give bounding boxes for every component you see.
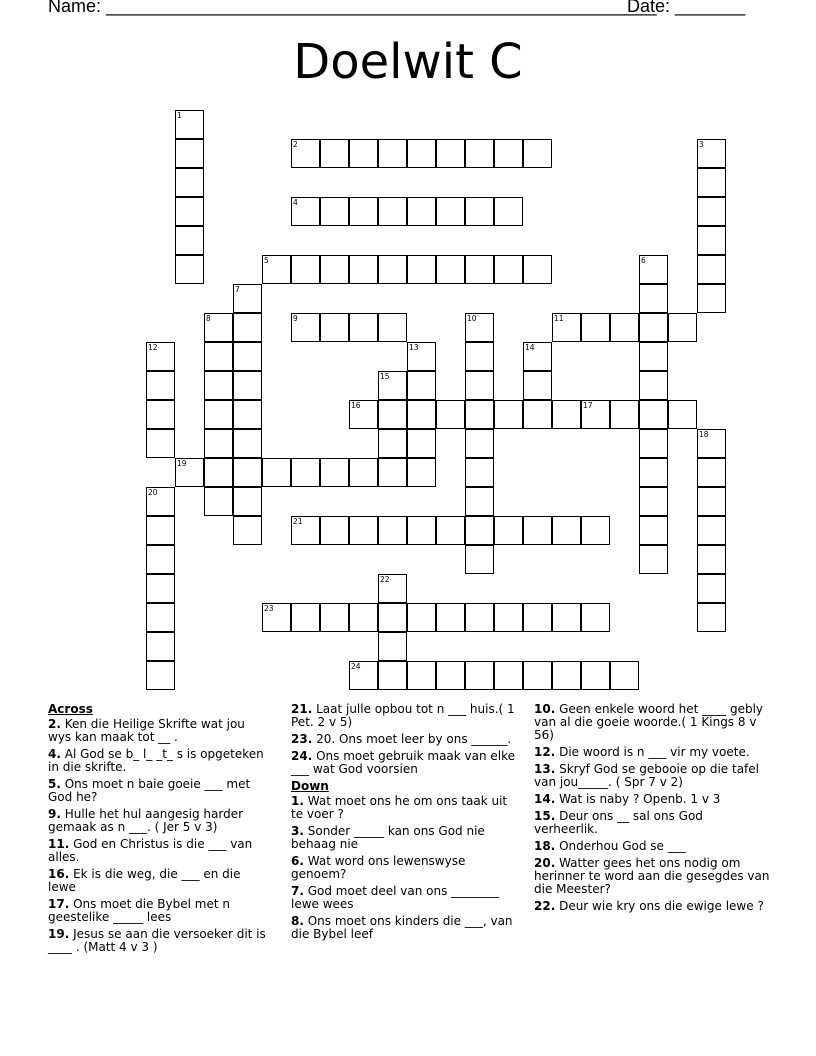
grid-cell[interactable] xyxy=(175,168,204,197)
grid-cell[interactable] xyxy=(146,574,175,603)
clue-number: 19 xyxy=(177,459,187,468)
down-clue xyxy=(291,795,521,821)
grid-cell[interactable] xyxy=(465,400,494,429)
grid-cell[interactable] xyxy=(494,603,523,632)
clue-text: Ons moet ons kinders die ___, van die Bybel leef xyxy=(291,914,513,941)
grid-cell[interactable] xyxy=(639,516,668,545)
grid-cell[interactable] xyxy=(639,400,668,429)
grid-cell[interactable] xyxy=(291,516,320,545)
grid-cell[interactable] xyxy=(581,603,610,632)
clue-number: 17 xyxy=(583,401,593,410)
grid-cell[interactable] xyxy=(465,458,494,487)
grid-cell[interactable] xyxy=(697,545,726,574)
date-field[interactable]: Date: _______ xyxy=(627,0,746,16)
across-clue xyxy=(48,808,270,834)
clue-number: 19. xyxy=(48,927,70,941)
grid-cell[interactable] xyxy=(291,603,320,632)
grid-cell[interactable] xyxy=(639,458,668,487)
across-clue xyxy=(48,838,270,864)
clue-number: 12. xyxy=(534,745,556,759)
grid-cell[interactable] xyxy=(697,487,726,516)
grid-cell[interactable] xyxy=(523,516,552,545)
grid-cell[interactable] xyxy=(407,603,436,632)
clue-number: 20 xyxy=(148,488,158,497)
grid-cell[interactable] xyxy=(668,400,697,429)
grid-cell[interactable] xyxy=(175,226,204,255)
clue-number: 23. xyxy=(291,732,313,746)
clue-number: 13. xyxy=(534,762,556,776)
clue-text: Onderhou God se ___ xyxy=(555,839,686,853)
grid-cell[interactable] xyxy=(233,400,262,429)
down-clue xyxy=(534,703,770,742)
grid-cell[interactable] xyxy=(175,139,204,168)
grid-cell[interactable] xyxy=(581,516,610,545)
grid-cell[interactable] xyxy=(378,313,407,342)
clue-text: Wat word ons lewenswyse genoem? xyxy=(291,854,466,881)
grid-cell[interactable] xyxy=(697,603,726,632)
grid-cell[interactable] xyxy=(146,371,175,400)
grid-cell[interactable] xyxy=(465,342,494,371)
grid-cell[interactable] xyxy=(465,516,494,545)
grid-cell[interactable] xyxy=(465,313,494,342)
clue-text: Ken die Heilige Skrifte wat jou wys kan maak tot __ . xyxy=(48,717,245,744)
down-clue xyxy=(534,810,770,836)
down-clue xyxy=(534,763,770,789)
across-clue xyxy=(48,718,270,744)
grid-cell[interactable] xyxy=(639,545,668,574)
grid-cell[interactable] xyxy=(523,342,552,371)
grid-cell[interactable] xyxy=(697,139,726,168)
down-clue xyxy=(534,793,770,806)
grid-cell[interactable] xyxy=(407,429,436,458)
across-heading: Across xyxy=(48,702,93,716)
clue-number: 8 xyxy=(206,314,211,323)
clue-text: God moet deel van ons ________ lewe wees xyxy=(291,884,500,911)
down-clue xyxy=(534,857,770,896)
grid-cell[interactable] xyxy=(175,255,204,284)
clue-text: God en Christus is die ___ van alles. xyxy=(48,837,253,864)
grid-cell[interactable] xyxy=(233,313,262,342)
grid-cell[interactable] xyxy=(233,487,262,516)
grid-cell[interactable] xyxy=(436,603,465,632)
grid-cell[interactable] xyxy=(697,168,726,197)
grid-cell[interactable] xyxy=(581,661,610,690)
clue-text: Watter gees het ons nodig om herinner te word aan die gesegdes van die Meester? xyxy=(534,856,770,896)
grid-cell[interactable] xyxy=(523,661,552,690)
clue-number: 9 xyxy=(293,314,298,323)
grid-cell[interactable] xyxy=(436,197,465,226)
puzzle-title: Doelwit C xyxy=(293,34,523,90)
grid-cell[interactable] xyxy=(204,400,233,429)
clue-number: 18 xyxy=(699,430,709,439)
clue-number: 22 xyxy=(380,575,390,584)
clue-text: Ons moet n baie goeie ___ met God he? xyxy=(48,777,251,804)
grid-cell[interactable] xyxy=(465,139,494,168)
clue-number: 1. xyxy=(291,794,304,808)
down-clue xyxy=(534,840,770,853)
clue-text: Geen enkele woord het ____ gebly van al die goeie woorde.( 1 Kings 8 v 56) xyxy=(534,702,764,742)
grid-cell[interactable] xyxy=(378,139,407,168)
grid-cell[interactable] xyxy=(146,429,175,458)
grid-cell[interactable] xyxy=(146,661,175,690)
clue-number: 9. xyxy=(48,807,61,821)
across-clue xyxy=(48,868,270,894)
clue-number: 3. xyxy=(291,824,304,838)
clue-text: Hulle het hul aangesig harder gemaak as n ___. ( Jer 5 v 3) xyxy=(48,807,244,834)
grid-cell[interactable] xyxy=(175,458,204,487)
grid-cell[interactable] xyxy=(697,255,726,284)
clue-number: 8. xyxy=(291,914,304,928)
grid-cell[interactable] xyxy=(523,400,552,429)
down-heading: Down xyxy=(291,779,329,793)
clue-number: 22. xyxy=(534,899,556,913)
clue-text: Ek is die weg, die ___ en die lewe xyxy=(48,867,241,894)
grid-cell[interactable] xyxy=(378,429,407,458)
clue-number: 6. xyxy=(291,854,304,868)
clue-column-2 xyxy=(291,703,521,945)
grid-cell[interactable] xyxy=(465,197,494,226)
clue-number: 11 xyxy=(554,314,564,323)
clue-number: 7. xyxy=(291,884,304,898)
grid-cell[interactable] xyxy=(523,371,552,400)
clue-number: 2 xyxy=(293,140,298,149)
grid-cell[interactable] xyxy=(552,661,581,690)
name-field[interactable]: Name: _______________________________________________________ xyxy=(48,0,657,16)
clue-number: 23 xyxy=(264,604,274,613)
grid-cell[interactable] xyxy=(465,255,494,284)
grid-cell[interactable] xyxy=(291,255,320,284)
clue-text: Deur ons __ sal ons God verheerlik. xyxy=(534,809,703,836)
grid-cell[interactable] xyxy=(407,458,436,487)
grid-cell[interactable] xyxy=(233,342,262,371)
grid-cell[interactable] xyxy=(146,400,175,429)
grid-cell[interactable] xyxy=(378,371,407,400)
clue-number: 10. xyxy=(534,702,556,716)
grid-cell[interactable] xyxy=(465,661,494,690)
grid-cell[interactable] xyxy=(320,458,349,487)
grid-cell[interactable] xyxy=(291,313,320,342)
grid-cell[interactable] xyxy=(610,313,639,342)
grid-cell[interactable] xyxy=(349,661,378,690)
grid-cell[interactable] xyxy=(146,487,175,516)
across-clue xyxy=(48,928,270,954)
grid-cell[interactable] xyxy=(146,545,175,574)
clue-number: 5. xyxy=(48,777,61,791)
grid-cell[interactable] xyxy=(146,342,175,371)
grid-cell[interactable] xyxy=(204,458,233,487)
grid-cell[interactable] xyxy=(581,313,610,342)
clue-number: 20. xyxy=(534,856,556,870)
grid-cell[interactable] xyxy=(465,371,494,400)
grid-cell[interactable] xyxy=(262,255,291,284)
grid-cell[interactable] xyxy=(639,429,668,458)
clue-text: Die woord is n ___ vir my voete. xyxy=(555,745,750,759)
grid-cell[interactable] xyxy=(407,255,436,284)
grid-cell[interactable] xyxy=(639,313,668,342)
grid-cell[interactable] xyxy=(407,342,436,371)
across-clue xyxy=(48,748,270,774)
grid-cell[interactable] xyxy=(146,632,175,661)
grid-cell[interactable] xyxy=(494,516,523,545)
grid-cell[interactable] xyxy=(204,371,233,400)
grid-cell[interactable] xyxy=(407,139,436,168)
grid-cell[interactable] xyxy=(639,487,668,516)
clue-number: 11. xyxy=(48,837,70,851)
clue-number: 1 xyxy=(177,111,182,120)
grid-cell[interactable] xyxy=(146,603,175,632)
clue-number: 17. xyxy=(48,897,70,911)
grid-cell[interactable] xyxy=(349,313,378,342)
grid-cell[interactable] xyxy=(697,284,726,313)
clue-text: Laat julle opbou tot n ___ huis.( 1 Pet. 2 v 5) xyxy=(291,702,515,729)
clue-text: Ons moet die Bybel met n geestelike _____ lees xyxy=(48,897,230,924)
down-clue xyxy=(534,900,770,913)
grid-cell[interactable] xyxy=(697,197,726,226)
down-clue xyxy=(291,915,521,941)
grid-cell[interactable] xyxy=(349,400,378,429)
grid-cell[interactable] xyxy=(494,661,523,690)
across-clue xyxy=(48,898,270,924)
clue-number: 6 xyxy=(641,256,646,265)
grid-cell[interactable] xyxy=(436,255,465,284)
clue-number: 15. xyxy=(534,809,556,823)
clue-number: 16 xyxy=(351,401,361,410)
clue-number: 14. xyxy=(534,792,556,806)
clue-text: Wat moet ons he om ons taak uit te voer ? xyxy=(291,794,508,821)
clue-text: Wat is naby ? Openb. 1 v 3 xyxy=(555,792,721,806)
grid-cell[interactable] xyxy=(320,139,349,168)
clue-number: 15 xyxy=(380,372,390,381)
grid-cell[interactable] xyxy=(378,661,407,690)
clue-number: 2. xyxy=(48,717,61,731)
clue-number: 13 xyxy=(409,343,419,352)
clue-text: 20. Ons moet leer by ons ______. xyxy=(312,732,512,746)
grid-cell[interactable] xyxy=(349,255,378,284)
clue-number: 4. xyxy=(48,747,61,761)
clue-number: 18. xyxy=(534,839,556,853)
clue-text: Jesus se aan die versoeker dit is ____ . (Matt 4 v 3 ) xyxy=(48,927,266,954)
clue-text: Al God se b_ l_ _t_ s is opgeteken in die skrifte. xyxy=(48,747,264,774)
grid-cell[interactable] xyxy=(349,603,378,632)
grid-cell[interactable] xyxy=(378,197,407,226)
grid-cell[interactable] xyxy=(523,603,552,632)
down-clue xyxy=(291,885,521,911)
grid-cell[interactable] xyxy=(175,197,204,226)
clue-number: 24. xyxy=(291,749,313,763)
clue-number: 3 xyxy=(699,140,704,149)
grid-cell[interactable] xyxy=(233,371,262,400)
grid-cell[interactable] xyxy=(465,429,494,458)
grid-cell[interactable] xyxy=(436,661,465,690)
grid-cell[interactable] xyxy=(436,400,465,429)
grid-cell[interactable] xyxy=(581,400,610,429)
grid-cell[interactable] xyxy=(494,400,523,429)
grid-cell[interactable] xyxy=(349,458,378,487)
grid-cell[interactable] xyxy=(610,661,639,690)
across-clue xyxy=(291,733,521,746)
grid-cell[interactable] xyxy=(378,574,407,603)
grid-cell[interactable] xyxy=(552,313,581,342)
grid-cell[interactable] xyxy=(610,400,639,429)
grid-cell[interactable] xyxy=(378,632,407,661)
down-clue xyxy=(534,746,770,759)
clue-number: 10 xyxy=(467,314,477,323)
grid-cell[interactable] xyxy=(349,139,378,168)
grid-cell[interactable] xyxy=(204,342,233,371)
grid-cell[interactable] xyxy=(523,255,552,284)
grid-cell[interactable] xyxy=(233,458,262,487)
grid-cell[interactable] xyxy=(697,516,726,545)
clue-text: Ons moet gebruik maak van elke ___ wat God voorsien xyxy=(291,749,516,776)
grid-cell[interactable] xyxy=(320,255,349,284)
grid-cell[interactable] xyxy=(146,516,175,545)
grid-cell[interactable] xyxy=(523,139,552,168)
clue-number: 14 xyxy=(525,343,535,352)
grid-cell[interactable] xyxy=(320,313,349,342)
grid-cell[interactable] xyxy=(697,429,726,458)
across-clue xyxy=(48,778,270,804)
grid-cell[interactable] xyxy=(494,139,523,168)
grid-cell[interactable] xyxy=(639,284,668,313)
grid-cell[interactable] xyxy=(291,139,320,168)
grid-cell[interactable] xyxy=(378,458,407,487)
clue-number: 24 xyxy=(351,662,361,671)
grid-cell[interactable] xyxy=(552,400,581,429)
grid-cell[interactable] xyxy=(233,284,262,313)
grid-cell[interactable] xyxy=(697,226,726,255)
grid-cell[interactable] xyxy=(320,516,349,545)
clue-column-3 xyxy=(534,703,770,917)
grid-cell[interactable] xyxy=(552,603,581,632)
grid-cell[interactable] xyxy=(262,458,291,487)
across-clue xyxy=(291,703,521,729)
down-clue xyxy=(291,855,521,881)
grid-cell[interactable] xyxy=(668,313,697,342)
clue-number: 16. xyxy=(48,867,70,881)
grid-cell[interactable] xyxy=(697,574,726,603)
clue-text: Deur wie kry ons die ewige lewe ? xyxy=(555,899,764,913)
clue-text: Sonder _____ kan ons God nie behaag nie xyxy=(291,824,485,851)
grid-cell[interactable] xyxy=(436,516,465,545)
grid-cell[interactable] xyxy=(204,429,233,458)
grid-cell[interactable] xyxy=(378,255,407,284)
grid-cell[interactable] xyxy=(697,458,726,487)
grid-cell[interactable] xyxy=(494,197,523,226)
grid-cell[interactable] xyxy=(639,371,668,400)
clue-number: 4 xyxy=(293,198,298,207)
grid-cell[interactable] xyxy=(465,545,494,574)
grid-cell[interactable] xyxy=(407,661,436,690)
grid-cell[interactable] xyxy=(320,603,349,632)
grid-cell[interactable] xyxy=(407,197,436,226)
clue-number: 7 xyxy=(235,285,240,294)
grid-cell[interactable] xyxy=(320,197,349,226)
grid-cell[interactable] xyxy=(291,458,320,487)
grid-cell[interactable] xyxy=(175,110,204,139)
clue-number: 21 xyxy=(293,517,303,526)
grid-cell[interactable] xyxy=(465,603,494,632)
grid-cell[interactable] xyxy=(407,400,436,429)
grid-cell[interactable] xyxy=(639,255,668,284)
clue-number: 21. xyxy=(291,702,313,716)
grid-cell[interactable] xyxy=(291,197,320,226)
down-clue xyxy=(291,825,521,851)
grid-cell[interactable] xyxy=(204,313,233,342)
clue-number: 12 xyxy=(148,343,158,352)
grid-cell[interactable] xyxy=(204,487,233,516)
grid-cell[interactable] xyxy=(378,400,407,429)
grid-cell[interactable] xyxy=(407,516,436,545)
grid-cell[interactable] xyxy=(233,429,262,458)
grid-cell[interactable] xyxy=(233,516,262,545)
grid-cell[interactable] xyxy=(262,603,291,632)
grid-cell[interactable] xyxy=(465,487,494,516)
grid-cell[interactable] xyxy=(349,197,378,226)
grid-cell[interactable] xyxy=(552,516,581,545)
clue-text: Skryf God se gebooie op die tafel van jou_____. ( Spr 7 v 2) xyxy=(534,762,759,789)
grid-cell[interactable] xyxy=(436,139,465,168)
grid-cell[interactable] xyxy=(349,516,378,545)
grid-cell[interactable] xyxy=(378,603,407,632)
clue-number: 5 xyxy=(264,256,269,265)
grid-cell[interactable] xyxy=(639,342,668,371)
grid-cell[interactable] xyxy=(494,255,523,284)
grid-cell[interactable] xyxy=(378,516,407,545)
clue-column-1 xyxy=(48,703,270,958)
across-clue xyxy=(291,750,521,776)
grid-cell[interactable] xyxy=(407,371,436,400)
